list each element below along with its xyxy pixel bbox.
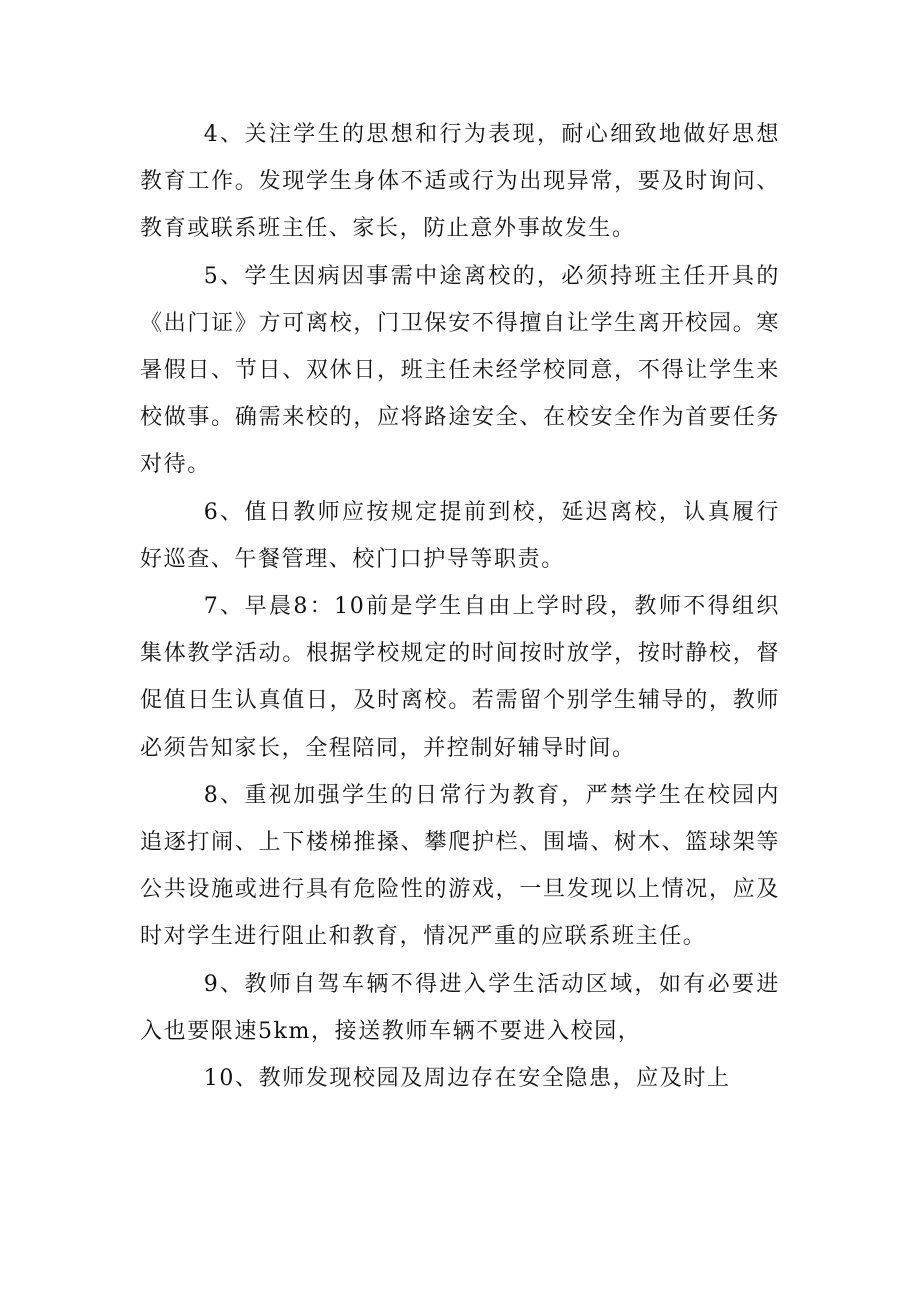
paragraph-item-8: 8、重视加强学生的日常行为教育，严禁学生在校园内追逐打闹、上下楼梯推搡、攀爬护栏、围墙、树木、篮球架等公共设施或进行具有危险性的游戏，一旦发现以上情况，应及时对学生进行阻止和教育，情况严重的应联系班主任。 — [140, 782, 780, 950]
paragraph-item-5: 5、学生因病因事需中途离校的，必须持班主任开具的《出门证》方可离校，门卫保安不得擅自让学生离开校园。寒暑假日、节日、双休日，班主任未经学校同意，不得让学生来校做事。确需来校的，应将路途安全、在校安全作为首要任务对待。 — [140, 263, 780, 478]
paragraph-item-10: 10、教师发现校园及周边存在安全隐患，应及时上 — [203, 1066, 731, 1092]
paragraph-item-4: 4、关注学生的思想和行为表现，耐心细致地做好思想教育工作。发现学生身体不适或行为出现异常，要及时询问、教育或联系班主任、家长，防止意外事故发生。 — [140, 122, 780, 242]
document-body — [140, 111, 780, 1102]
paragraph-item-7: 7、早晨8：10前是学生自由上学时段，教师不得组织集体教学活动。根据学校规定的时间按时放学，按时静校，督促值日生认真值日，及时离校。若需留个别学生辅导的，教师必须告知家长，全程陪同，并控制好辅导时间。 — [140, 594, 780, 761]
paragraph-item-6: 6、值日教师应按规定提前到校，延迟离校，认真履行好巡查、午餐管理、校门口护导等职责。 — [140, 499, 780, 572]
paragraph-item-9: 9、教师自驾车辆不得进入学生活动区域，如有必要进入也要限速5km，接送教师车辆不要进入校园， — [140, 971, 780, 1044]
